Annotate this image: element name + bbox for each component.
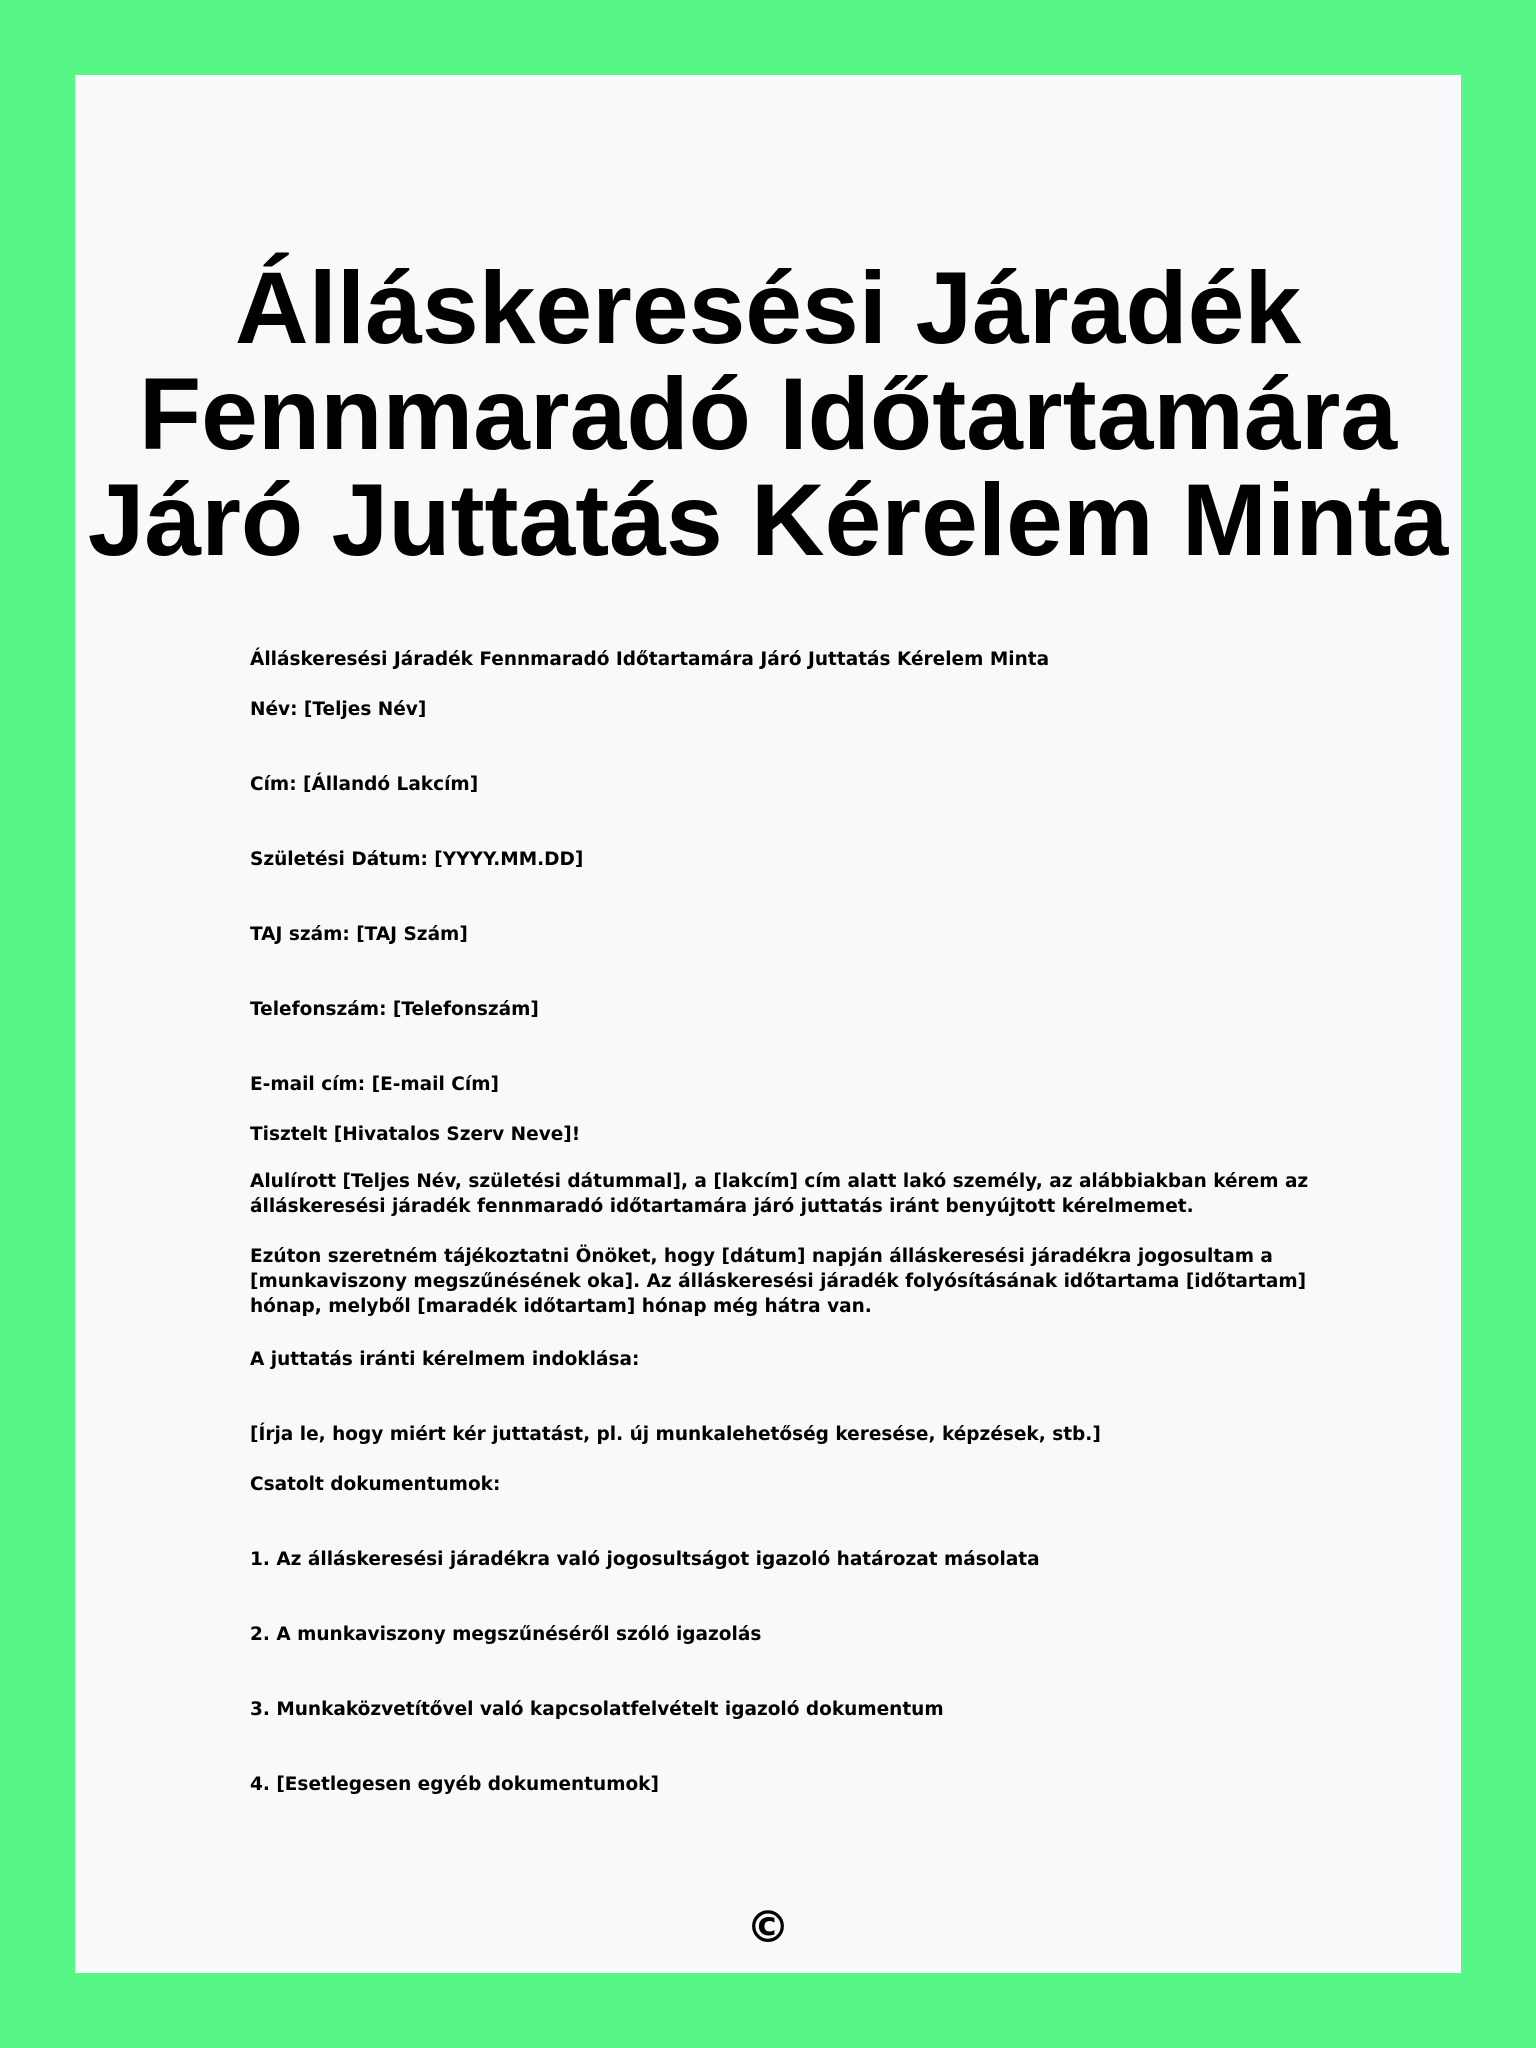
copyright-icon: © <box>746 1902 790 1953</box>
email-line: E-mail cím: [E-mail Cím] <box>250 1074 499 1095</box>
salutation: Tisztelt [Hivatalos Szerv Neve]! <box>250 1124 581 1145</box>
document-heading: Álláskeresési Járadék Fennmaradó Időtartamára Járó Juttatás Kérelem Minta <box>250 649 1050 670</box>
document-page <box>75 75 1461 1973</box>
address-line: Cím: [Állandó Lakcím] <box>250 774 479 795</box>
justification-label: A juttatás iránti kérelmem indoklása: <box>250 1349 640 1370</box>
birth-date-line: Születési Dátum: [YYYY.MM.DD] <box>250 849 584 870</box>
taj-line: TAJ szám: [TAJ Szám] <box>250 924 468 945</box>
paragraph-intro: Alulírott [Teljes Név, születési dátummal], a [lakcím] cím alatt lakó személy, az alábbiakban kérem az álláskeresési járadék fennmaradó időtartamára járó juttatás iránt benyújtott kérelmemet. <box>250 1171 1309 1217</box>
name-line: Név: [Teljes Név] <box>250 699 427 720</box>
attachment-item: 1. Az álláskeresési járadékra való jogosultságot igazoló határozat másolata <box>250 1549 1040 1570</box>
justification-placeholder: [Írja le, hogy miért kér juttatást, pl. új munkalehetőség keresése, képzések, stb.] <box>250 1424 1101 1445</box>
attachment-item: 2. A munkaviszony megszűnéséről szóló igazolás <box>250 1624 762 1645</box>
page-title: Álláskeresési Járadék Fennmaradó Időtartamára Járó Juttatás Kérelem Minta <box>87 251 1449 577</box>
attachments-label: Csatolt dokumentumok: <box>250 1474 501 1495</box>
attachment-item: 3. Munkaközvetítővel való kapcsolatfelvételt igazoló dokumentum <box>250 1699 944 1720</box>
phone-line: Telefonszám: [Telefonszám] <box>250 999 539 1020</box>
attachment-item: 4. [Esetlegesen egyéb dokumentumok] <box>250 1774 659 1795</box>
paragraph-details: Ezúton szeretném tájékoztatni Önöket, hogy [dátum] napján álláskeresési járadékra jogosultam a [munkaviszony megszűnésének oka]. Az álláskeresési járadék folyósításának időtartama [időtartam] hónap, melyből [maradék időtartam] hónap még hátra van. <box>250 1246 1307 1317</box>
